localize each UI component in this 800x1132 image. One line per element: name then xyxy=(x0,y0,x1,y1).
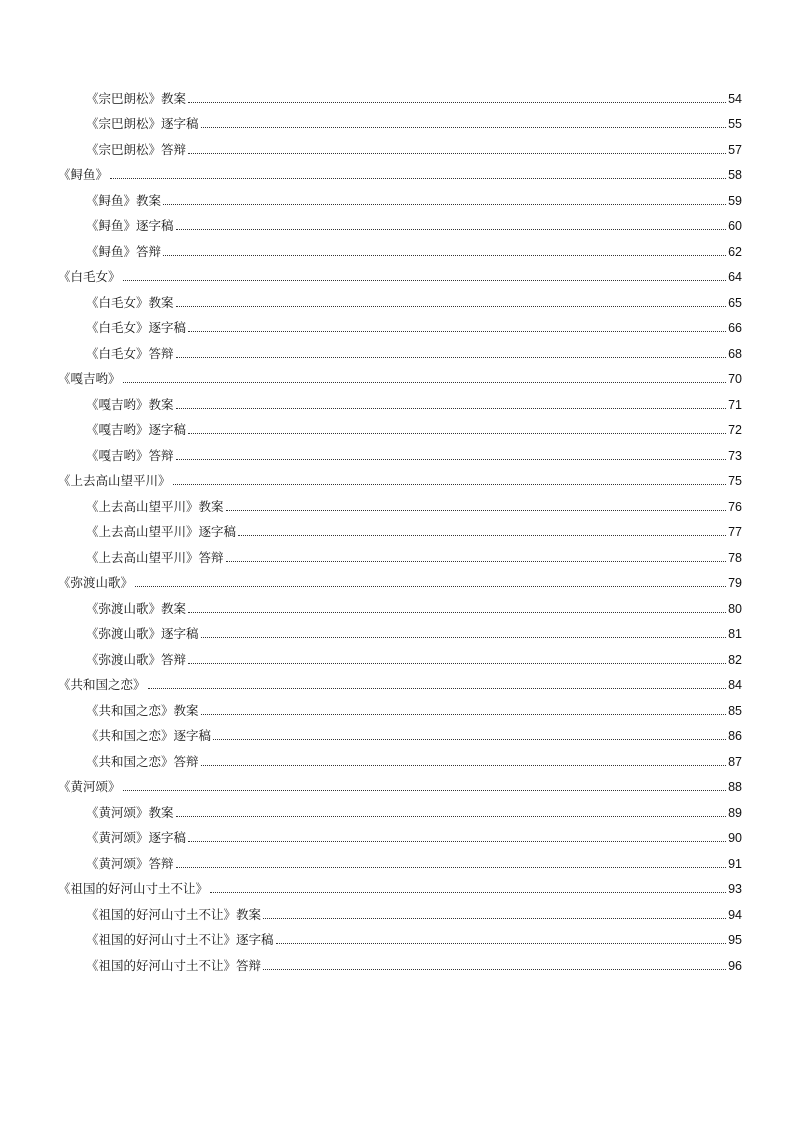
toc-section-entry[interactable] xyxy=(58,566,742,592)
toc-entry-page-number[interactable]: 60 xyxy=(728,219,742,233)
toc-entry-title[interactable]: 《白毛女》教案 xyxy=(86,294,174,310)
toc-entry-title[interactable]: 《黄河颂》 xyxy=(58,779,121,794)
toc-dot-leader xyxy=(163,204,726,205)
toc-entry-title[interactable]: 《嘎吉哟》逐字稿 xyxy=(86,422,187,437)
toc-section-entry[interactable] xyxy=(58,260,742,286)
toc-entry-page-number[interactable]: 78 xyxy=(728,550,742,565)
toc-subsection-entry[interactable] xyxy=(58,489,742,515)
toc-dot-leader xyxy=(188,331,726,332)
toc-subsection-entry[interactable] xyxy=(58,336,742,362)
toc-dot-leader xyxy=(123,280,727,281)
toc-subsection-entry[interactable] xyxy=(58,387,742,413)
toc-entry-page-number[interactable]: 90 xyxy=(728,831,742,845)
toc-dot-leader xyxy=(176,306,727,307)
toc-entry-title[interactable]: 《上去高山望平川》 xyxy=(58,473,171,488)
toc-dot-leader xyxy=(201,127,727,128)
toc-entry-page-number[interactable]: 91 xyxy=(728,856,742,871)
toc-entry-title[interactable]: 《嘎吉哟》教案 xyxy=(86,396,174,412)
toc-entry-title[interactable]: 《祖国的好河山寸土不让》 xyxy=(58,881,209,896)
toc-entry-page-number[interactable]: 55 xyxy=(728,117,742,131)
toc-section-entry[interactable] xyxy=(58,362,742,388)
toc-entry-page-number[interactable]: 80 xyxy=(728,601,742,616)
toc-subsection-entry[interactable] xyxy=(58,719,742,745)
toc-entry-page-number[interactable]: 87 xyxy=(728,754,742,769)
toc-subsection-entry[interactable] xyxy=(58,693,742,719)
toc-entry-page-number[interactable]: 71 xyxy=(728,397,742,412)
toc-dot-leader xyxy=(188,433,726,434)
toc-dot-leader xyxy=(176,816,727,817)
toc-section-entry[interactable] xyxy=(58,872,742,898)
toc-entry-title[interactable]: 《鲟鱼》教案 xyxy=(86,192,162,208)
toc-entry-title[interactable]: 《鲟鱼》逐字稿 xyxy=(86,218,174,233)
toc-entry-page-number[interactable]: 62 xyxy=(728,244,742,259)
toc-dot-leader xyxy=(263,918,726,919)
toc-subsection-entry[interactable] xyxy=(58,540,742,566)
toc-entry-title[interactable]: 《宗巴朗松》教案 xyxy=(86,90,187,106)
toc-section-entry[interactable] xyxy=(58,464,742,490)
toc-subsection-entry[interactable] xyxy=(58,948,742,974)
toc-dot-leader xyxy=(123,382,727,383)
toc-entry-title[interactable]: 《嘎吉哟》 xyxy=(58,371,121,386)
toc-section-entry[interactable] xyxy=(58,668,742,694)
toc-dot-leader xyxy=(135,586,726,587)
toc-entry-title[interactable]: 《宗巴朗松》答辩 xyxy=(86,141,187,157)
toc-entry-page-number[interactable]: 96 xyxy=(728,958,742,973)
toc-entry-page-number[interactable]: 54 xyxy=(728,91,742,106)
toc-entry-page-number[interactable]: 79 xyxy=(728,576,742,590)
toc-entry-page-number[interactable]: 73 xyxy=(728,448,742,463)
toc-dot-leader xyxy=(188,612,726,613)
toc-dot-leader xyxy=(176,867,727,868)
toc-entry-page-number[interactable]: 89 xyxy=(728,805,742,820)
toc-entry-page-number[interactable]: 81 xyxy=(728,627,742,641)
toc-dot-leader xyxy=(263,969,726,970)
toc-subsection-entry[interactable] xyxy=(58,413,742,439)
toc-entry-title[interactable]: 《祖国的好河山寸土不让》答辩 xyxy=(86,957,262,973)
toc-entry-page-number[interactable]: 59 xyxy=(728,193,742,208)
toc-entry-title[interactable]: 《黄河颂》逐字稿 xyxy=(86,830,187,845)
toc-subsection-entry[interactable] xyxy=(58,515,742,541)
toc-subsection-entry[interactable] xyxy=(58,591,742,617)
toc-subsection-entry[interactable] xyxy=(58,132,742,158)
toc-entry-title[interactable]: 《鲟鱼》答辩 xyxy=(86,243,162,259)
toc-entry-title[interactable]: 《黄河颂》教案 xyxy=(86,804,174,820)
toc-dot-leader xyxy=(276,943,727,944)
toc-entry-page-number[interactable]: 95 xyxy=(728,933,742,947)
toc-entry-page-number[interactable]: 70 xyxy=(728,372,742,386)
toc-section-entry[interactable] xyxy=(58,158,742,184)
toc-entry-title[interactable]: 《白毛女》答辩 xyxy=(86,345,174,361)
toc-dot-leader xyxy=(201,765,727,766)
toc-entry-page-number[interactable]: 76 xyxy=(728,499,742,514)
toc-dot-leader xyxy=(163,255,726,256)
toc-subsection-entry[interactable] xyxy=(58,642,742,668)
toc-dot-leader xyxy=(148,688,727,689)
toc-entry-page-number[interactable]: 75 xyxy=(728,474,742,488)
toc-entry-page-number[interactable]: 93 xyxy=(728,882,742,896)
toc-entry-title[interactable]: 《上去高山望平川》答辩 xyxy=(86,549,224,565)
toc-entry-title[interactable]: 《宗巴朗松》逐字稿 xyxy=(86,116,199,131)
toc-entry-page-number[interactable]: 84 xyxy=(728,678,742,692)
toc-subsection-entry[interactable] xyxy=(58,821,742,847)
toc-entry-page-number[interactable]: 85 xyxy=(728,703,742,718)
toc-subsection-entry[interactable] xyxy=(58,107,742,133)
toc-entry-title[interactable]: 《祖国的好河山寸土不让》逐字稿 xyxy=(86,932,274,947)
toc-section-entry[interactable] xyxy=(58,770,742,796)
toc-subsection-entry[interactable] xyxy=(58,209,742,235)
toc-subsection-entry[interactable] xyxy=(58,438,742,464)
toc-subsection-entry[interactable] xyxy=(58,234,742,260)
toc-entry-page-number[interactable]: 94 xyxy=(728,907,742,922)
toc-dot-leader xyxy=(226,561,727,562)
toc-entry-page-number[interactable]: 82 xyxy=(728,652,742,667)
toc-dot-leader xyxy=(110,178,726,179)
toc-entry-title[interactable]: 《白毛女》逐字稿 xyxy=(86,320,187,335)
toc-subsection-entry[interactable] xyxy=(58,183,742,209)
toc-dot-leader xyxy=(226,510,727,511)
toc-entry-page-number[interactable]: 58 xyxy=(728,168,742,182)
toc-entry-title[interactable]: 《弥渡山歌》 xyxy=(58,575,134,590)
toc-entry-title[interactable]: 《共和国之恋》逐字稿 xyxy=(86,728,212,743)
toc-entry-page-number[interactable]: 72 xyxy=(728,423,742,437)
toc-entry-page-number[interactable]: 65 xyxy=(728,295,742,310)
toc-entry-title[interactable]: 《上去高山望平川》逐字稿 xyxy=(86,524,237,539)
toc-dot-leader xyxy=(176,459,727,460)
toc-entry-page-number[interactable]: 86 xyxy=(728,729,742,743)
toc-entry-title[interactable]: 《共和国之恋》 xyxy=(58,677,146,692)
toc-dot-leader xyxy=(176,357,727,358)
toc-entry-page-number[interactable]: 68 xyxy=(728,346,742,361)
toc-entry-title[interactable]: 《鲟鱼》 xyxy=(58,167,109,182)
toc-entry-title[interactable]: 《上去高山望平川》教案 xyxy=(86,498,224,514)
toc-entry-title[interactable]: 《白毛女》 xyxy=(58,269,121,284)
toc-dot-leader xyxy=(176,408,727,409)
toc-dot-leader xyxy=(213,739,726,740)
toc-dot-leader xyxy=(238,535,726,536)
toc-dot-leader xyxy=(188,841,726,842)
toc-entry-page-number[interactable]: 88 xyxy=(728,780,742,794)
toc-dot-leader xyxy=(201,714,727,715)
toc-dot-leader xyxy=(173,484,727,485)
toc-subsection-entry[interactable] xyxy=(58,617,742,643)
toc-dot-leader xyxy=(210,892,726,893)
toc-subsection-entry[interactable] xyxy=(58,311,742,337)
toc-dot-leader xyxy=(188,102,726,103)
toc-subsection-entry[interactable] xyxy=(58,897,742,923)
toc-dot-leader xyxy=(176,229,727,230)
toc-entry-title[interactable]: 《嘎吉哟》答辩 xyxy=(86,447,174,463)
toc-entry-page-number[interactable]: 57 xyxy=(728,142,742,157)
toc-entry-page-number[interactable]: 77 xyxy=(728,525,742,539)
toc-entry-title[interactable]: 《黄河颂》答辩 xyxy=(86,855,174,871)
toc-subsection-entry[interactable] xyxy=(58,795,742,821)
toc-entry-title[interactable]: 《祖国的好河山寸土不让》教案 xyxy=(86,906,262,922)
toc-entry-title[interactable]: 《弥渡山歌》逐字稿 xyxy=(86,626,199,641)
toc-dot-leader xyxy=(188,663,726,664)
toc-subsection-entry[interactable] xyxy=(58,923,742,949)
toc-subsection-entry[interactable] xyxy=(58,744,742,770)
toc-entry-page-number[interactable]: 66 xyxy=(728,321,742,335)
toc-subsection-entry[interactable] xyxy=(58,846,742,872)
toc-entry-title[interactable]: 《共和国之恋》答辩 xyxy=(86,753,199,769)
toc-dot-leader xyxy=(188,153,726,154)
toc-dot-leader xyxy=(123,790,727,791)
toc-subsection-entry[interactable] xyxy=(58,285,742,311)
toc-entry-title[interactable]: 《共和国之恋》教案 xyxy=(86,702,199,718)
table-of-contents xyxy=(58,81,742,974)
toc-entry-page-number[interactable]: 64 xyxy=(728,270,742,284)
toc-entry-title[interactable]: 《弥渡山歌》答辩 xyxy=(86,651,187,667)
toc-entry-title[interactable]: 《弥渡山歌》教案 xyxy=(86,600,187,616)
toc-dot-leader xyxy=(201,637,727,638)
toc-subsection-entry[interactable] xyxy=(58,81,742,107)
